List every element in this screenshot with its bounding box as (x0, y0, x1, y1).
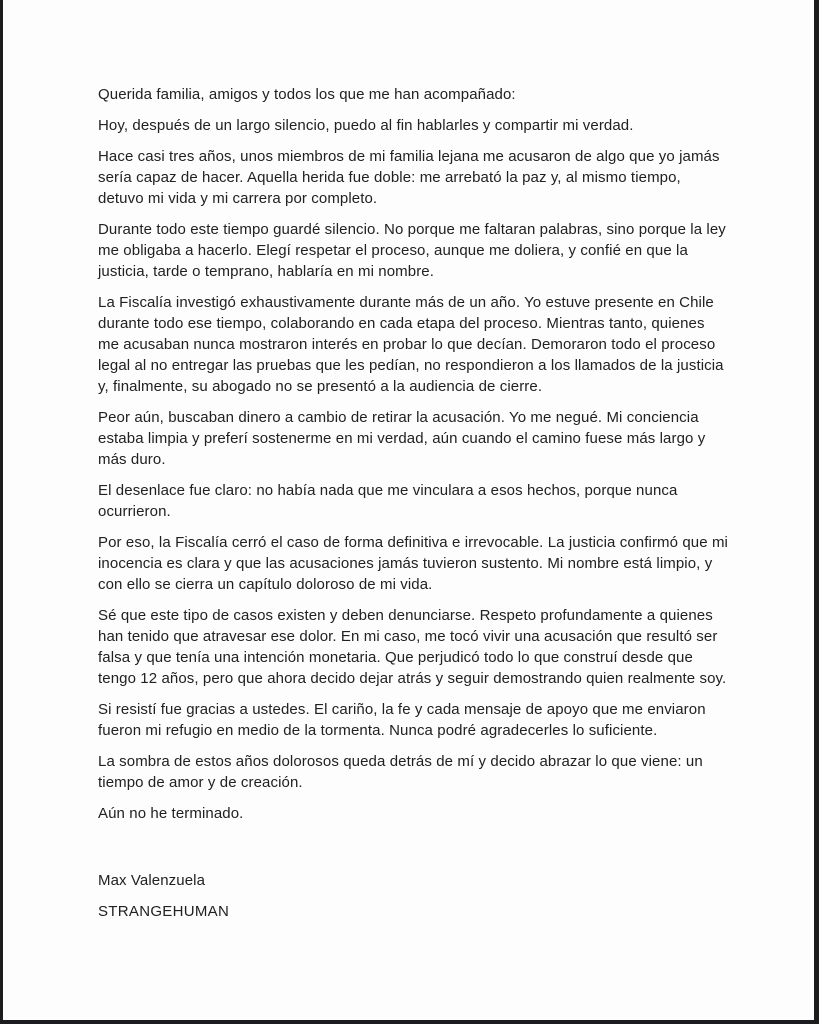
letter-paragraph: Si resistí fue gracias a ustedes. El cariño, la fe y cada mensaje de apoyo que me enviaron fueron mi refugio en medio de la tormenta. Nunca podré agradecerles lo suficiente. (98, 701, 706, 739)
letter-body (98, 84, 728, 932)
letter-paragraph: El desenlace fue claro: no había nada que me vinculara a esos hechos, porque nunca ocurrieron. (98, 482, 678, 520)
letter-paragraph: Durante todo este tiempo guardé silencio. No porque me faltaran palabras, sino porque la ley me obligaba a hacerlo. Elegí respetar el proceso, aunque me doliera, y confié en que la justicia, tarde o temprano, hablaría en mi nombre. (98, 221, 726, 280)
letter-paragraph: Hoy, después de un largo silencio, puedo al fin hablarles y compartir mi verdad. (98, 117, 634, 134)
signature-name: Max Valenzuela (98, 872, 206, 889)
closing-line: Aún no he terminado. (98, 805, 244, 822)
letter-paragraph: Hace casi tres años, unos miembros de mi familia lejana me acusaron de algo que yo jamás sería capaz de hacer. Aquella herida fue doble: me arrebató la paz y, al mismo tiempo, detuvo mi vida y mi carrera por completo. (98, 148, 720, 207)
brand-name: STRANGEHUMAN (98, 903, 230, 920)
letter-paragraph: La sombra de estos años dolorosos queda detrás de mí y decido abrazar lo que viene: un tiempo de amor y de creación. (98, 753, 703, 791)
letter-paragraph: La Fiscalía investigó exhaustivamente durante más de un año. Yo estuve presente en Chile durante todo ese tiempo, colaborando en cada etapa del proceso. Mientras tanto, quienes me acusaban nunca mostraron interés en probar lo que decían. Demoraron todo el proceso legal al no entregar las pruebas que les pedían, no respondieron a los llamados de la justicia y, finalmente, su abogado no se presentó a la audiencia de cierre. (98, 294, 724, 395)
letter-page (3, 0, 814, 1020)
salutation: Querida familia, amigos y todos los que me han acompañado: (98, 86, 516, 103)
letter-paragraph: Sé que este tipo de casos existen y deben denunciarse. Respeto profundamente a quienes han tenido que atravesar ese dolor. En mi caso, me tocó vivir una acusación que resultó ser falsa y que tenía una intención monetaria. Que perjudicó todo lo que construí desde que tengo 12 años, pero que ahora decido dejar atrás y seguir demostrando quien realmente soy. (98, 607, 727, 687)
letter-paragraph: Peor aún, buscaban dinero a cambio de retirar la acusación. Yo me negué. Mi conciencia estaba limpia y preferí sostenerme en mi verdad, aún cuando el camino fuese más largo y más duro. (98, 409, 706, 468)
letter-paragraph: Por eso, la Fiscalía cerró el caso de forma definitiva e irrevocable. La justicia confirmó que mi inocencia es clara y que las acusaciones jamás tuvieron sustento. Mi nombre está limpio, y con ello se cierra un capítulo doloroso de mi vida. (98, 534, 728, 593)
